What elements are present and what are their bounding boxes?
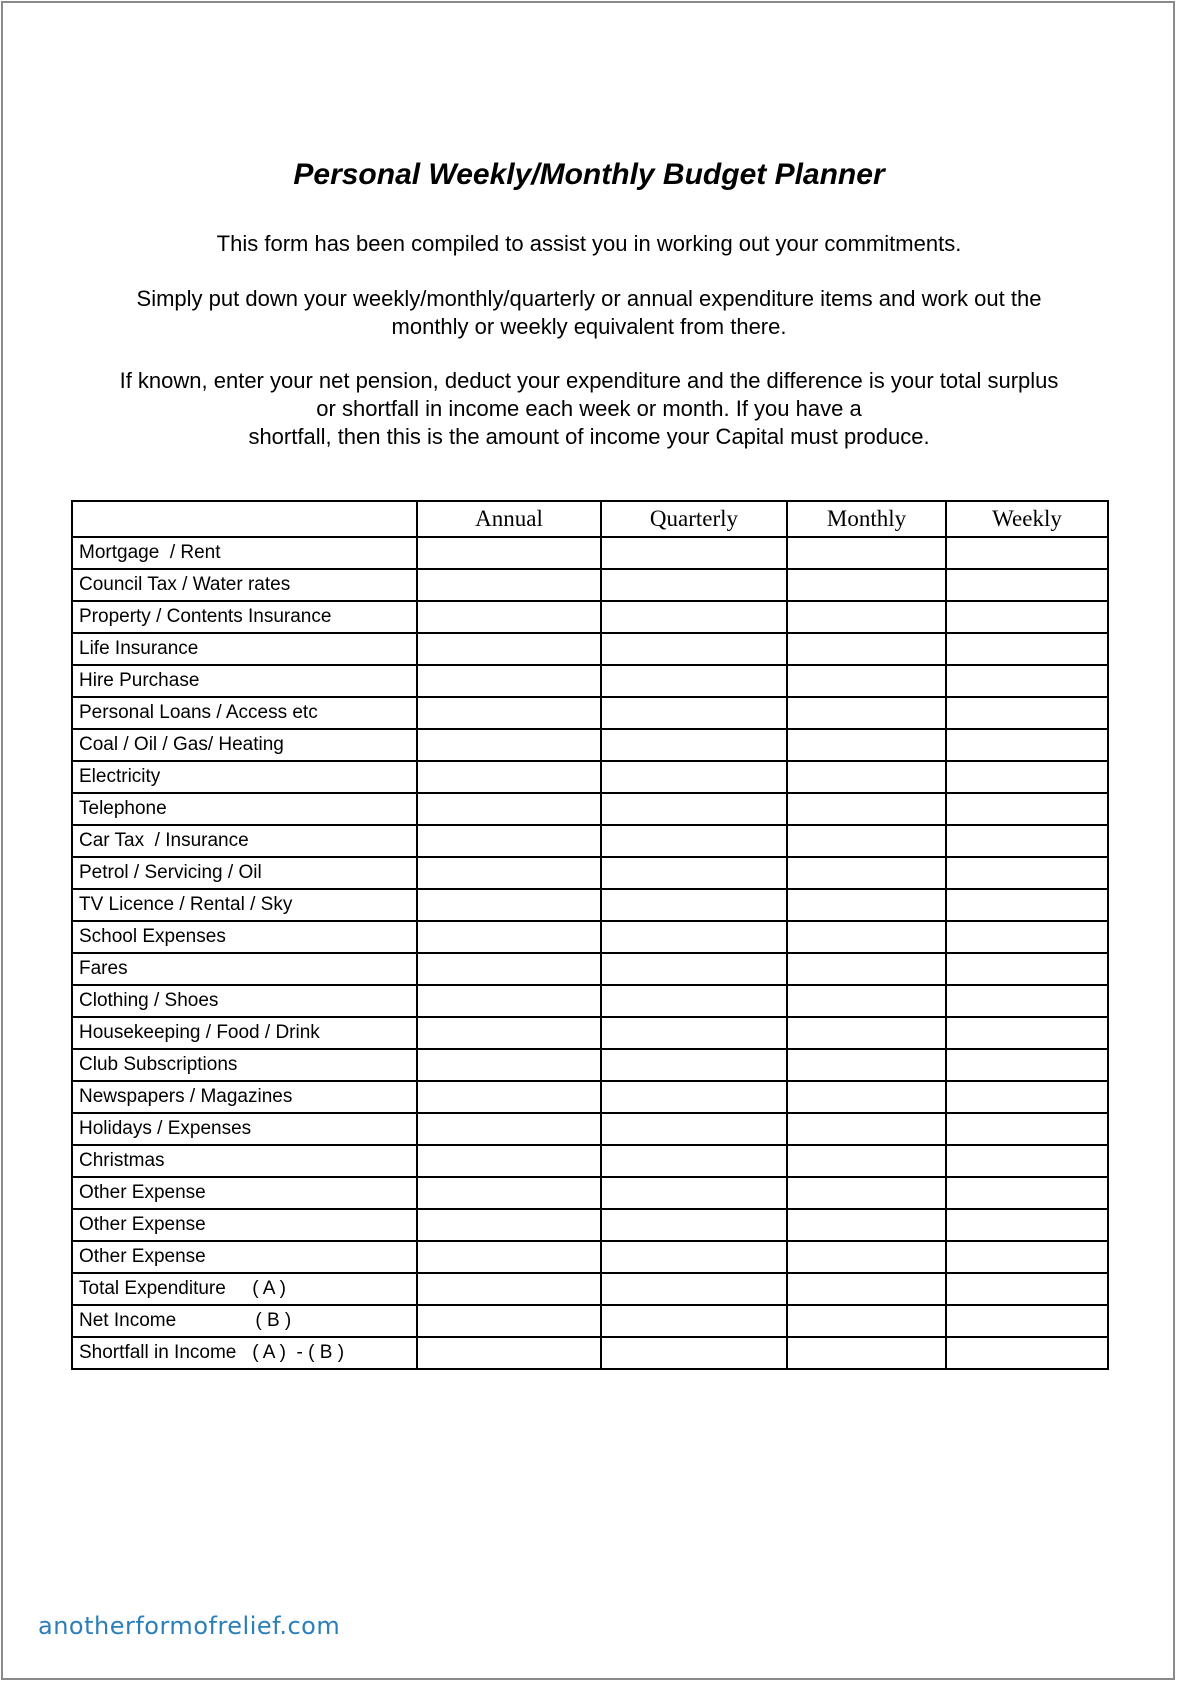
- entry-cell-weekly[interactable]: [946, 1241, 1108, 1273]
- table-body: [72, 537, 1108, 1369]
- table-row: [72, 729, 1108, 761]
- entry-cell-annual[interactable]: [417, 889, 601, 921]
- table-row: [72, 1049, 1108, 1081]
- entry-cell-annual[interactable]: [417, 537, 601, 569]
- table-row: [72, 1017, 1108, 1049]
- entry-cell-quarterly[interactable]: [601, 793, 787, 825]
- entry-cell-monthly[interactable]: [787, 1113, 946, 1145]
- entry-cell-annual[interactable]: [417, 1305, 601, 1337]
- entry-cell-annual[interactable]: [417, 569, 601, 601]
- entry-cell-monthly[interactable]: [787, 1017, 946, 1049]
- table-row: [72, 1273, 1108, 1305]
- row-label: Hire Purchase: [72, 665, 417, 697]
- entry-cell-monthly[interactable]: [787, 633, 946, 665]
- header-quarterly: Quarterly: [601, 501, 787, 537]
- entry-cell-quarterly[interactable]: [601, 825, 787, 857]
- entry-cell-annual[interactable]: [417, 665, 601, 697]
- entry-cell-weekly[interactable]: [946, 921, 1108, 953]
- entry-cell-annual[interactable]: [417, 1241, 601, 1273]
- entry-cell-weekly[interactable]: [946, 1305, 1108, 1337]
- entry-cell-annual[interactable]: [417, 793, 601, 825]
- table-row: [72, 793, 1108, 825]
- entry-cell-weekly[interactable]: [946, 601, 1108, 633]
- table-row: [72, 825, 1108, 857]
- entry-cell-monthly[interactable]: [787, 857, 946, 889]
- row-label: Telephone: [72, 793, 417, 825]
- entry-cell-quarterly[interactable]: [601, 1273, 787, 1305]
- entry-cell-monthly[interactable]: [787, 793, 946, 825]
- table-row: [72, 889, 1108, 921]
- entry-cell-weekly[interactable]: [946, 1273, 1108, 1305]
- row-label: Personal Loans / Access etc: [72, 697, 417, 729]
- intro-paragraph-2: [0, 285, 1178, 341]
- entry-cell-monthly[interactable]: [787, 1337, 946, 1369]
- table-row: [72, 633, 1108, 665]
- table-row: [72, 537, 1108, 569]
- entry-cell-weekly[interactable]: [946, 1177, 1108, 1209]
- entry-cell-quarterly[interactable]: [601, 1241, 787, 1273]
- row-label: Net Income ( B ): [72, 1305, 417, 1337]
- entry-cell-quarterly[interactable]: [601, 1049, 787, 1081]
- entry-cell-quarterly[interactable]: [601, 1177, 787, 1209]
- entry-cell-annual[interactable]: [417, 985, 601, 1017]
- entry-cell-quarterly[interactable]: [601, 633, 787, 665]
- watermark-text: anotherformofrelief.com: [38, 1612, 341, 1640]
- entry-cell-quarterly[interactable]: [601, 1305, 787, 1337]
- intro-line: Simply put down your weekly/monthly/quarterly or annual expenditure items and work out the: [136, 286, 1042, 311]
- row-label: Fares: [72, 953, 417, 985]
- entry-cell-monthly[interactable]: [787, 1273, 946, 1305]
- row-label: Newspapers / Magazines: [72, 1081, 417, 1113]
- entry-cell-monthly[interactable]: [787, 1177, 946, 1209]
- page-title: Personal Weekly/Monthly Budget Planner: [293, 158, 885, 191]
- table-row: [72, 665, 1108, 697]
- entry-cell-weekly[interactable]: [946, 569, 1108, 601]
- row-label: Other Expense: [72, 1177, 417, 1209]
- table-row: [72, 1177, 1108, 1209]
- table-row: [72, 1241, 1108, 1273]
- entry-cell-monthly[interactable]: [787, 537, 946, 569]
- entry-cell-quarterly[interactable]: [601, 1145, 787, 1177]
- table-header-row: [72, 501, 1108, 537]
- table-row: [72, 921, 1108, 953]
- entry-cell-weekly[interactable]: [946, 761, 1108, 793]
- entry-cell-annual[interactable]: [417, 921, 601, 953]
- entry-cell-quarterly[interactable]: [601, 857, 787, 889]
- entry-cell-annual[interactable]: [417, 1145, 601, 1177]
- row-label: Housekeeping / Food / Drink: [72, 1017, 417, 1049]
- entry-cell-quarterly[interactable]: [601, 761, 787, 793]
- row-label: Petrol / Servicing / Oil: [72, 857, 417, 889]
- table-row: [72, 1081, 1108, 1113]
- entry-cell-annual[interactable]: [417, 729, 601, 761]
- entry-cell-annual[interactable]: [417, 953, 601, 985]
- row-label: Holidays / Expenses: [72, 1113, 417, 1145]
- entry-cell-annual[interactable]: [417, 1113, 601, 1145]
- entry-cell-monthly[interactable]: [787, 665, 946, 697]
- entry-cell-weekly[interactable]: [946, 825, 1108, 857]
- entry-cell-monthly[interactable]: [787, 1049, 946, 1081]
- row-label: Total Expenditure ( A ): [72, 1273, 417, 1305]
- entry-cell-quarterly[interactable]: [601, 1113, 787, 1145]
- budget-table: [71, 500, 1109, 1370]
- entry-cell-annual[interactable]: [417, 761, 601, 793]
- entry-cell-quarterly[interactable]: [601, 921, 787, 953]
- row-label: Other Expense: [72, 1241, 417, 1273]
- entry-cell-annual[interactable]: [417, 1049, 601, 1081]
- table-row: [72, 985, 1108, 1017]
- entry-cell-weekly[interactable]: [946, 1017, 1108, 1049]
- entry-cell-monthly[interactable]: [787, 825, 946, 857]
- entry-cell-monthly[interactable]: [787, 729, 946, 761]
- entry-cell-annual[interactable]: [417, 1177, 601, 1209]
- entry-cell-quarterly[interactable]: [601, 889, 787, 921]
- entry-cell-annual[interactable]: [417, 697, 601, 729]
- row-label: Council Tax / Water rates: [72, 569, 417, 601]
- row-label: Life Insurance: [72, 633, 417, 665]
- table-row: [72, 857, 1108, 889]
- entry-cell-monthly[interactable]: [787, 1145, 946, 1177]
- entry-cell-annual[interactable]: [417, 1209, 601, 1241]
- entry-cell-weekly[interactable]: [946, 729, 1108, 761]
- row-label: Clothing / Shoes: [72, 985, 417, 1017]
- entry-cell-quarterly[interactable]: [601, 1337, 787, 1369]
- entry-cell-weekly[interactable]: [946, 857, 1108, 889]
- row-label: Electricity: [72, 761, 417, 793]
- entry-cell-weekly[interactable]: [946, 1145, 1108, 1177]
- entry-cell-annual[interactable]: [417, 1273, 601, 1305]
- header-monthly: Monthly: [787, 501, 946, 537]
- entry-cell-monthly[interactable]: [787, 601, 946, 633]
- entry-cell-quarterly[interactable]: [601, 1081, 787, 1113]
- intro-paragraph-1: [0, 230, 1178, 258]
- row-label: TV Licence / Rental / Sky: [72, 889, 417, 921]
- entry-cell-monthly[interactable]: [787, 985, 946, 1017]
- entry-cell-quarterly[interactable]: [601, 601, 787, 633]
- table-row: [72, 1337, 1108, 1369]
- entry-cell-quarterly[interactable]: [601, 953, 787, 985]
- entry-cell-weekly[interactable]: [946, 1113, 1108, 1145]
- intro-paragraph-3: [0, 367, 1178, 451]
- entry-cell-monthly[interactable]: [787, 1209, 946, 1241]
- entry-cell-weekly[interactable]: [946, 697, 1108, 729]
- entry-cell-quarterly[interactable]: [601, 1209, 787, 1241]
- entry-cell-quarterly[interactable]: [601, 985, 787, 1017]
- header-item-column: [72, 501, 417, 537]
- table-row: [72, 601, 1108, 633]
- entry-cell-weekly[interactable]: [946, 537, 1108, 569]
- entry-cell-weekly[interactable]: [946, 1209, 1108, 1241]
- row-label: School Expenses: [72, 921, 417, 953]
- entry-cell-monthly[interactable]: [787, 761, 946, 793]
- entry-cell-monthly[interactable]: [787, 1081, 946, 1113]
- entry-cell-monthly[interactable]: [787, 889, 946, 921]
- entry-cell-annual[interactable]: [417, 601, 601, 633]
- table-row: [72, 1305, 1108, 1337]
- entry-cell-weekly[interactable]: [946, 1337, 1108, 1369]
- entry-cell-weekly[interactable]: [946, 1081, 1108, 1113]
- table-row: [72, 1209, 1108, 1241]
- entry-cell-weekly[interactable]: [946, 633, 1108, 665]
- entry-cell-quarterly[interactable]: [601, 697, 787, 729]
- table-row: [72, 1113, 1108, 1145]
- entry-cell-annual[interactable]: [417, 857, 601, 889]
- entry-cell-weekly[interactable]: [946, 1049, 1108, 1081]
- intro-line: If known, enter your net pension, deduct your expenditure and the difference is your total surplus: [119, 368, 1059, 393]
- header-annual: Annual: [417, 501, 601, 537]
- entry-cell-annual[interactable]: [417, 633, 601, 665]
- table-row: [72, 953, 1108, 985]
- entry-cell-weekly[interactable]: [946, 665, 1108, 697]
- entry-cell-quarterly[interactable]: [601, 1017, 787, 1049]
- intro-line: monthly or weekly equivalent from there.: [391, 314, 787, 339]
- entry-cell-monthly[interactable]: [787, 697, 946, 729]
- entry-cell-annual[interactable]: [417, 1017, 601, 1049]
- table-row: [72, 761, 1108, 793]
- row-label: Car Tax / Insurance: [72, 825, 417, 857]
- entry-cell-weekly[interactable]: [946, 953, 1108, 985]
- entry-cell-quarterly[interactable]: [601, 569, 787, 601]
- intro-line: or shortfall in income each week or month. If you have a: [316, 396, 862, 421]
- entry-cell-annual[interactable]: [417, 1081, 601, 1113]
- entry-cell-weekly[interactable]: [946, 985, 1108, 1017]
- row-label: Property / Contents Insurance: [72, 601, 417, 633]
- entry-cell-monthly[interactable]: [787, 953, 946, 985]
- intro-line: This form has been compiled to assist you in working out your commitments.: [216, 231, 962, 256]
- entry-cell-monthly[interactable]: [787, 569, 946, 601]
- entry-cell-quarterly[interactable]: [601, 665, 787, 697]
- row-label: Christmas: [72, 1145, 417, 1177]
- entry-cell-monthly[interactable]: [787, 1305, 946, 1337]
- row-label: Other Expense: [72, 1209, 417, 1241]
- entry-cell-quarterly[interactable]: [601, 729, 787, 761]
- entry-cell-annual[interactable]: [417, 825, 601, 857]
- table-row: [72, 697, 1108, 729]
- row-label: Shortfall in Income ( A ) - ( B ): [72, 1337, 417, 1369]
- entry-cell-annual[interactable]: [417, 1337, 601, 1369]
- table-row: [72, 1145, 1108, 1177]
- row-label: Coal / Oil / Gas/ Heating: [72, 729, 417, 761]
- table-row: [72, 569, 1108, 601]
- entry-cell-monthly[interactable]: [787, 921, 946, 953]
- entry-cell-monthly[interactable]: [787, 1241, 946, 1273]
- entry-cell-quarterly[interactable]: [601, 537, 787, 569]
- row-label: Mortgage / Rent: [72, 537, 417, 569]
- header-weekly: Weekly: [946, 501, 1108, 537]
- entry-cell-weekly[interactable]: [946, 793, 1108, 825]
- intro-line: shortfall, then this is the amount of income your Capital must produce.: [248, 424, 930, 449]
- entry-cell-weekly[interactable]: [946, 889, 1108, 921]
- row-label: Club Subscriptions: [72, 1049, 417, 1081]
